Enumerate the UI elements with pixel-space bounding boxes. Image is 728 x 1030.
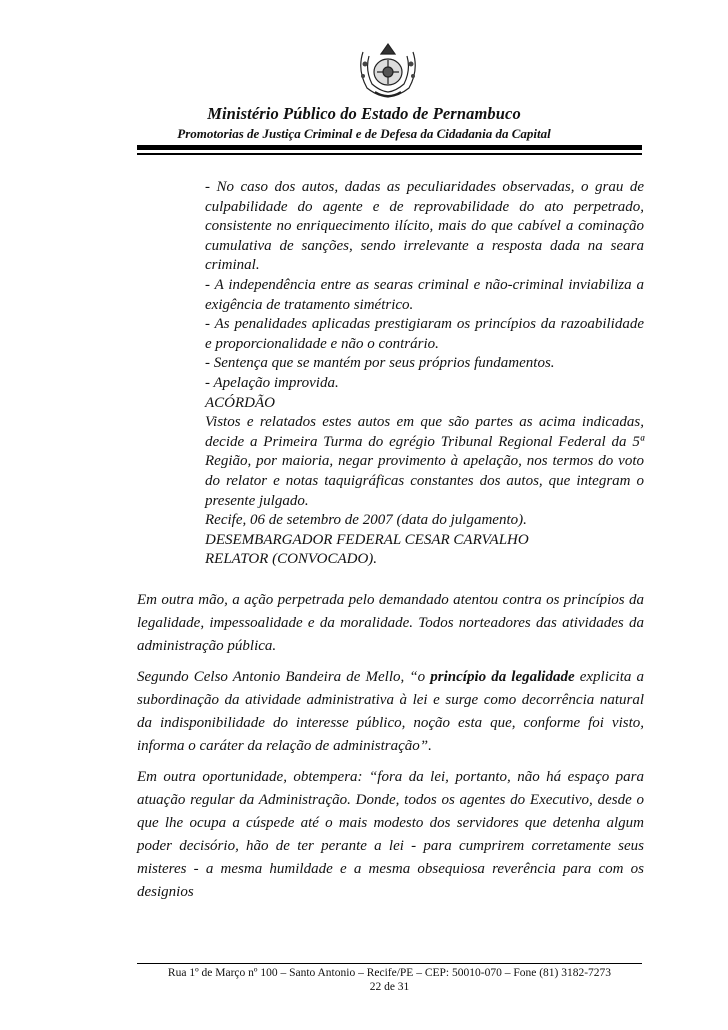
footer-page-number: 22 de 31 — [369, 981, 410, 993]
header-rule-thick — [137, 145, 642, 150]
footer-address: Rua 1º de Março nº 100 – Santo Antonio – Recife/PE – CEP: 50010-070 – Fone (81) 3182-7273 — [167, 967, 612, 979]
quote-paragraph-7: Vistos e relatados estes autos em que são partes as acima indicadas, decide a Primeira Turma do egrégio Tribunal Regional Federal da 5ª Região, por maioria, negar provimento à apelação, nos termos do voto do relator e notas taquigráficas constantes dos autos, que integram o presente julgado. — [205, 414, 644, 509]
quote-judge-name: DESEMBARGADOR FEDERAL CESAR CARVALHO — [205, 531, 529, 548]
body-paragraph-2-text — [137, 666, 644, 758]
body-paragraph-2 — [137, 666, 644, 758]
body-paragraph-2-emphasis: princípio da legalidade — [430, 669, 575, 685]
quote-paragraph-3: - As penalidades aplicadas prestigiaram os princípios da razoabilidade e proporcionalidade e não o contrário. — [205, 316, 644, 352]
header-rule-thin — [137, 153, 642, 155]
quoted-judgment — [205, 178, 644, 570]
body-paragraph-2-lead: Segundo Celso Antonio Bandeira de Mello, “o — [137, 669, 431, 685]
footer-rule — [137, 963, 642, 964]
quote-paragraph-1: - No caso dos autos, dadas as peculiaridades observadas, o grau de culpabilidade do agente e de reprovabilidade do ato perpetrado, consistente no enriquecimento ilícito, mais do que cabível a cominação cumulativa de sanções, sendo irrelevante a resposta dada na seara criminal. — [205, 179, 644, 274]
quote-paragraph-4: - Sentença que se mantém por seus próprios fundamentos. — [205, 355, 555, 372]
quote-paragraph-2: - A independência entre as searas criminal e não-criminal inviabiliza a exigência de tratamento simétrico. — [205, 276, 644, 313]
header-subtitle: Promotorias de Justiça Criminal e de Defesa da Cidadania da Capital — [177, 126, 551, 141]
body-paragraph-3-text: Em outra oportunidade, obtempera: “fora da lei, portanto, não há espaço para atuação regular da Administração. Donde, todos os agentes do Executivo, desde o que lhe ocupa a cúspede até o mais modesto dos servidores que detenha algum poder decisório, hão de ter perante a lei - para cumprirem corretamente seus misteres - a mesma humildade e a mesma obsequiosa reverência para com os designios — [137, 769, 644, 900]
body-paragraph-1 — [137, 589, 644, 658]
body-paragraph-1-text: Em outra mão, a ação perpetrada pelo demandado atentou contra os princípios da legalidade, impessoalidade e da moralidade. Todos norteadores das atividades da administração pública. — [137, 592, 644, 654]
quote-heading-acordao: ACÓRDÃO — [205, 394, 275, 411]
body-paragraph-2-rest: explicita a subordinação da atividade administrativa à lei e surge como decorrência natural da indisponibilidade do interesse público, noção esta que, conforme foi visto, informa o caráter da relação de administração”. — [137, 669, 644, 754]
quote-paragraph-5: - Apelação improvida. — [205, 374, 339, 391]
quote-judge-role: RELATOR (CONVOCADO). — [205, 551, 378, 568]
coat-of-arms-seal — [355, 42, 421, 98]
quote-date: Recife, 06 de setembro de 2007 (data do julgamento). — [205, 512, 527, 529]
header-title: Ministério Público do Estado de Pernambuco — [207, 104, 521, 123]
body-paragraph-3 — [137, 766, 644, 904]
